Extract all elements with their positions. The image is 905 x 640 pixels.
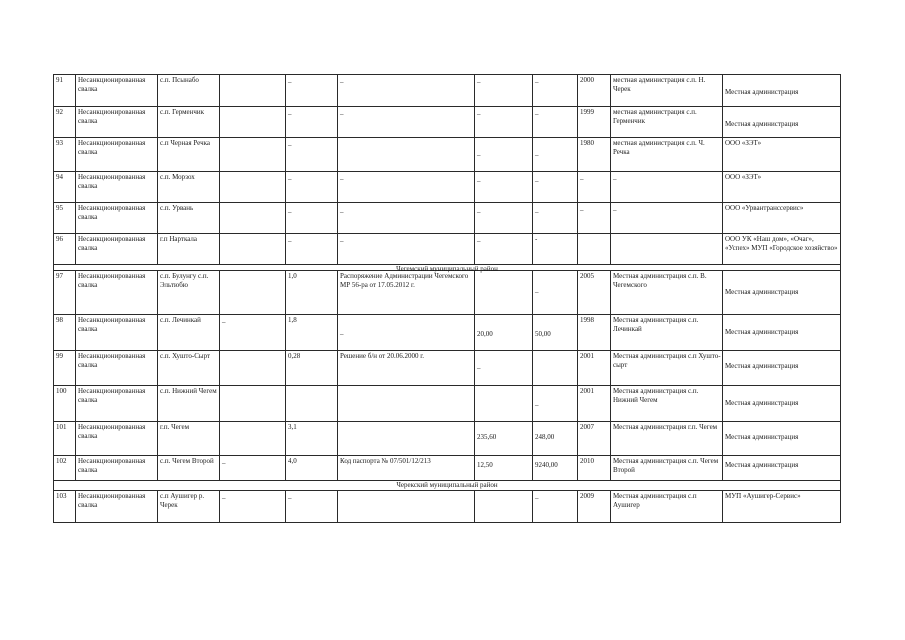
- table-cell-c11: Местная администрация: [722, 270, 841, 315]
- table-cell-c8: _: [532, 385, 578, 422]
- table-cell-loc: г.п Нарткала: [157, 233, 220, 265]
- table-cell-c8: _: [532, 490, 578, 523]
- table-cell-loc: г.п. Чегем: [157, 421, 220, 456]
- table-cell-num: 98: [53, 314, 76, 351]
- table-cell-c5: _: [285, 202, 338, 234]
- table-cell-c4: [219, 202, 286, 234]
- table-cell-num: 100: [53, 385, 76, 422]
- table-cell-c6: _: [337, 202, 475, 234]
- table-cell-loc: с.п. Хушто-Сырт: [157, 350, 220, 386]
- table-cell-num: 96: [53, 233, 76, 265]
- table-cell-c9: 1999: [577, 106, 611, 138]
- table-cell-c9: 2009: [577, 490, 611, 523]
- table-cell-c4: [219, 270, 286, 315]
- table-cell-c9: 2000: [577, 74, 611, 107]
- table-cell-type: Несанкционированная свалка: [75, 202, 158, 234]
- table-cell-c7: _: [474, 106, 533, 138]
- table-cell-c7: [474, 270, 533, 315]
- table-cell-c10: Местная администрация с.п. Нижний Чегем: [610, 385, 723, 422]
- table-cell-num: 91: [53, 74, 76, 107]
- table-cell-c4: [219, 171, 286, 203]
- table-cell-loc: с.п. Лечинкай: [157, 314, 220, 351]
- table-cell-type: Несанкционированная свалка: [75, 270, 158, 315]
- table-cell-loc: с.п Черная Речка: [157, 137, 220, 172]
- table-cell-type: Несанкционированная свалка: [75, 314, 158, 351]
- table-cell-num: 103: [53, 490, 76, 523]
- section-header-cherek-district: Черекский муниципальный район: [53, 480, 841, 488]
- table-cell-c6: Распоряжение Администрации Чегемского МР 56-ра от 17.05.2012 г.: [337, 270, 475, 315]
- table-cell-c5: 3,1: [285, 421, 338, 456]
- table-cell-c8: [532, 350, 578, 386]
- table-cell-c5: _: [285, 233, 338, 265]
- table-cell-c9: 2001: [577, 350, 611, 386]
- table-cell-c8: 50,00: [532, 314, 578, 351]
- table-cell-num: 99: [53, 350, 76, 386]
- table-cell-type: Несанкционированная свалка: [75, 350, 158, 386]
- table-cell-c11: ООО УК «Наш дом», «Очаг», «Успех» МУП «Городское хозяйство»: [722, 233, 841, 265]
- table-cell-loc: с.п. Морзох: [157, 171, 220, 203]
- table-cell-c6: _: [337, 233, 475, 265]
- table-cell-c10: Местная администрация с.п. Лечинкай: [610, 314, 723, 351]
- table-cell-c5: _: [285, 171, 338, 203]
- table-cell-c10: _: [610, 171, 723, 203]
- table-cell-c10: местная администрация с.п. Герменчик: [610, 106, 723, 138]
- table-cell-c11: Местная администрация: [722, 106, 841, 138]
- table-cell-c7: 235,60: [474, 421, 533, 456]
- table-cell-c5: _: [285, 74, 338, 107]
- table-cell-c7: _: [474, 233, 533, 265]
- table-cell-c7: 12,50: [474, 455, 533, 481]
- table-cell-c8: 9240,00: [532, 455, 578, 481]
- table-cell-num: 97: [53, 270, 76, 315]
- table-cell-c6: _: [337, 314, 475, 351]
- table-cell-c6: [337, 385, 475, 422]
- table-cell-c5: _: [285, 490, 338, 523]
- table-cell-c6: [337, 137, 475, 172]
- table-cell-c4: [219, 385, 286, 422]
- table-cell-c4: [219, 137, 286, 172]
- table-cell-loc: с.п. Герменчик: [157, 106, 220, 138]
- table-cell-c10: Местная администрация с.п Хушто-сырт: [610, 350, 723, 386]
- table-cell-c11: Местная администрация: [722, 385, 841, 422]
- table-cell-type: Несанкционированная свалка: [75, 421, 158, 456]
- table-cell-c8: _: [532, 171, 578, 203]
- table-cell-c4: _: [219, 314, 286, 351]
- table-cell-c10: Местная администрация с.п. В. Чегемского: [610, 270, 723, 315]
- table-cell-c10: Местная администрация с.п. Чегем Второй: [610, 455, 723, 481]
- table-cell-c11: Местная администрация: [722, 421, 841, 456]
- table-cell-loc: с.п Аушигер р. Черек: [157, 490, 220, 523]
- table-cell-c6: Код паспорта № 07/501/12/213: [337, 455, 475, 481]
- table-cell-c8: _: [532, 74, 578, 107]
- table-cell-loc: с.п. Нижний Чегем: [157, 385, 220, 422]
- table-cell-c4: [219, 106, 286, 138]
- table-cell-c11: ООО «Урвантранссервис»: [722, 202, 841, 234]
- table-cell-c7: _: [474, 137, 533, 172]
- table-cell-c5: [285, 385, 338, 422]
- section-header-chegem-district: Чегемский муниципальный район: [53, 264, 841, 272]
- table-cell-c9: 2010: [577, 455, 611, 481]
- table-cell-num: 94: [53, 171, 76, 203]
- table-cell-c10: Местная администрация г.п. Чегем: [610, 421, 723, 456]
- table-cell-loc: с.п. Урвань: [157, 202, 220, 234]
- table-cell-c6: _: [337, 171, 475, 203]
- table-cell-c11: Местная администрация: [722, 314, 841, 351]
- table-cell-c10: _: [610, 202, 723, 234]
- table-cell-c8: -: [532, 233, 578, 265]
- table-cell-num: 101: [53, 421, 76, 456]
- table-cell-type: Несанкционированная свалка: [75, 490, 158, 523]
- table-cell-type: Несанкционированная свалка: [75, 74, 158, 107]
- table-cell-c7: _: [474, 202, 533, 234]
- table-cell-c5: 4,0: [285, 455, 338, 481]
- table-cell-c6: _: [337, 106, 475, 138]
- table-cell-c5: 0,28: [285, 350, 338, 386]
- table-cell-c5: 1,0: [285, 270, 338, 315]
- table-cell-c4: [219, 350, 286, 386]
- table-cell-c8: 248,00: [532, 421, 578, 456]
- table-cell-c6: [337, 421, 475, 456]
- table-cell-c9: _: [577, 171, 611, 203]
- table-cell-c7: _: [474, 350, 533, 386]
- table-cell-loc: с.п. Псынабо: [157, 74, 220, 107]
- table-cell-c5: 1,8: [285, 314, 338, 351]
- table-cell-c11: Местная администрация: [722, 350, 841, 386]
- table-cell-c9: 2007: [577, 421, 611, 456]
- table-cell-c4: [219, 74, 286, 107]
- table-cell-c10: [610, 233, 723, 265]
- table-cell-c11: ООО «ЗЭТ»: [722, 137, 841, 172]
- table-cell-num: 92: [53, 106, 76, 138]
- table-cell-c6: [337, 490, 475, 523]
- table-cell-c7: 20,00: [474, 314, 533, 351]
- table-cell-c6: Решение б/н от 20.06.2000 г.: [337, 350, 475, 386]
- table-cell-loc: с.п. Чегем Второй: [157, 455, 220, 481]
- table-cell-c9: 1980: [577, 137, 611, 172]
- table-cell-c11: Местная администрация: [722, 74, 841, 107]
- table-cell-num: 95: [53, 202, 76, 234]
- table-cell-c4: _: [219, 455, 286, 481]
- table-cell-c9: [577, 233, 611, 265]
- table-cell-c11: МУП «Аушигер-Сервис»: [722, 490, 841, 523]
- table-cell-c11: Местная администрация: [722, 455, 841, 481]
- table-cell-c9: 2005: [577, 270, 611, 315]
- table-cell-c5: _: [285, 137, 338, 172]
- table-cell-c8: _: [532, 137, 578, 172]
- table-cell-c8: _: [532, 270, 578, 315]
- table-cell-c4: [219, 233, 286, 265]
- table-cell-c5: _: [285, 106, 338, 138]
- table-cell-type: Несанкционированная свалка: [75, 233, 158, 265]
- table-cell-c7: _: [474, 171, 533, 203]
- table-cell-c6: _: [337, 74, 475, 107]
- table-cell-c4: [219, 421, 286, 456]
- table-cell-c9: 2001: [577, 385, 611, 422]
- table-cell-num: 102: [53, 455, 76, 481]
- table-cell-c11: ООО «ЗЭТ»: [722, 171, 841, 203]
- table-cell-c8: _: [532, 202, 578, 234]
- table-cell-loc: с.п. Булунгу с.п. Эльтюбю: [157, 270, 220, 315]
- table-cell-c7: [474, 490, 533, 523]
- table-cell-type: Несанкционированная свалка: [75, 455, 158, 481]
- table-cell-c9: 1998: [577, 314, 611, 351]
- table-cell-c4: _: [219, 490, 286, 523]
- table-cell-c9: _: [577, 202, 611, 234]
- table-cell-c7: _: [474, 74, 533, 107]
- table-cell-type: Несанкционированная свалка: [75, 137, 158, 172]
- table-cell-num: 93: [53, 137, 76, 172]
- table-cell-c10: местная администрация с.п. Н. Черек: [610, 74, 723, 107]
- table-cell-type: Несанкционированная свалка: [75, 171, 158, 203]
- table-cell-c7: [474, 385, 533, 422]
- table-cell-c10: местная администрация с.п. Ч. Речка: [610, 137, 723, 172]
- table-cell-type: Несанкционированная свалка: [75, 385, 158, 422]
- table-cell-type: Несанкционированная свалка: [75, 106, 158, 138]
- table-cell-c8: _: [532, 106, 578, 138]
- table-cell-c10: Местная администрация с.п Аушигер: [610, 490, 723, 523]
